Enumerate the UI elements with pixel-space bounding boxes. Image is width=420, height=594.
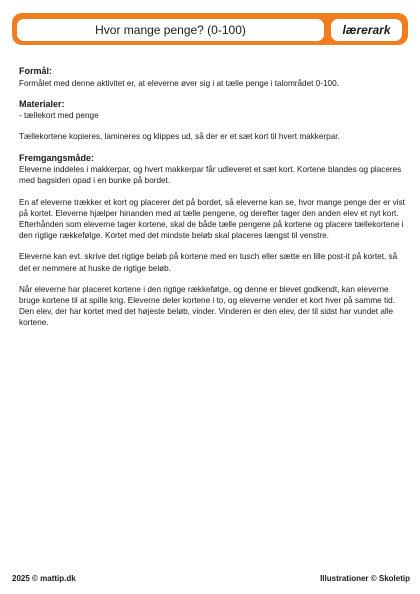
document-body xyxy=(19,66,405,339)
text-fremgangsmaade: Eleverne inddeles i makkerpar, og hvert makkerpar får udleveret et sæt kort. Kortene blandes og placeres med bagsiden opad i en bunke på bordet. xyxy=(19,165,402,186)
text-formaal: Formålet med denne aktivitet er, at eleverne øver sig i at tælle penge i talområdet 0-100. xyxy=(19,78,339,88)
text-paragraph-1: En af eleverne trækker et kort og placerer det på bordet, så eleverne kan se, hvor mange penge der er vist på kortet. Eleverne hjælper hinanden med at tælle pengene, og derefter tager den anden elev et nyt kort. Efterhånden som eleverne tager kortene, skal de både tælle pengene på kortene og placere tællekortene i den rigtige rækkefølge. Kortet med det mindste beløb skal placeres længst til venstre. xyxy=(19,197,405,241)
section-fremgangsmaade xyxy=(19,153,405,187)
paragraph-kopiering xyxy=(19,131,405,142)
role-badge: lærerark xyxy=(331,19,402,41)
text-paragraph-3: Når eleverne har placeret kortene i den rigtige rækkefølge, og denne er blevet godkendt, kan eleverne bruge kortene til at spille krig. Eleverne deler kortene i to, og eleverne vender et kort hver på samme tid. Den elev, der har kortet med det højeste beløb, vinder. Vinderen er den elev, der til sidst har vundet alle kortene. xyxy=(19,284,395,328)
paragraph-1 xyxy=(19,197,405,242)
heading-fremgangsmaade: Fremgangsmåde: xyxy=(19,152,95,163)
paragraph-2 xyxy=(19,251,405,273)
section-formaal xyxy=(19,66,405,89)
page-title: Hvor mange penge? (0-100) xyxy=(17,19,324,41)
section-materialer xyxy=(19,99,405,122)
paragraph-3 xyxy=(19,284,405,329)
materials-item: - tællekort med penge xyxy=(19,111,99,121)
footer-illustrations: Illustrationer © Skoletip xyxy=(320,574,410,583)
heading-formaal: Formål: xyxy=(19,66,53,76)
text-kopiering: Tællekortene kopieres, lamineres og klippes ud, så der er et sæt kort til hvert makkerpar. xyxy=(19,132,340,142)
text-paragraph-2: Eleverne kan evt. skrive det rigtige beløb på kortene med en tusch eller sætte en lille post-it på kortet, så det er nemmere at huske de rigtige beløb. xyxy=(19,252,398,273)
heading-materialer: Materialer: xyxy=(19,98,65,109)
footer-copyright: 2025 © mattip.dk xyxy=(12,574,76,583)
